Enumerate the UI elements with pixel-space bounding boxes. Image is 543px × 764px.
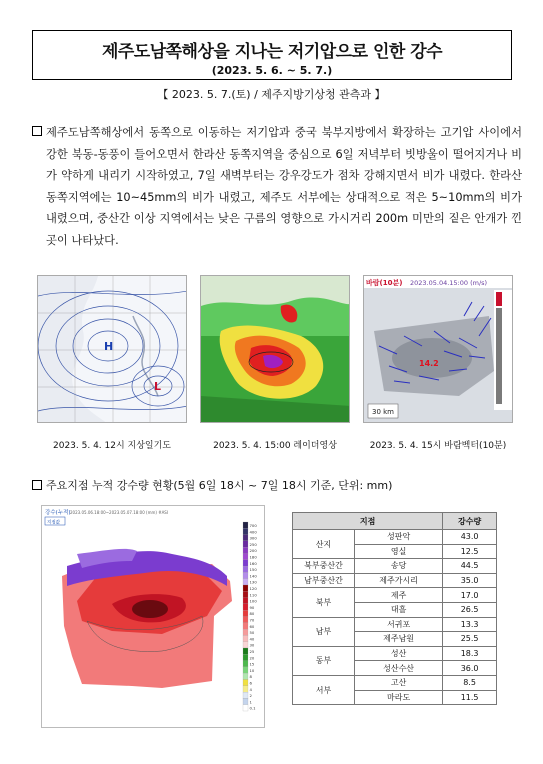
station-cell: 고산 [355, 675, 443, 690]
legend-swatch [243, 698, 248, 704]
svg-text:H: H [104, 340, 114, 353]
rain-accumulation-map [41, 505, 265, 728]
legend-swatch [243, 642, 248, 648]
legend-label: 30 [249, 642, 255, 648]
legend-label: 200 [249, 548, 257, 554]
station-cell: 마라도 [355, 690, 443, 705]
legend-label: 10 [249, 667, 255, 673]
dateline: 【 2023. 5. 7.(토) / 제주지방기상청 관측과 】 [157, 88, 386, 101]
legend-swatch [243, 598, 248, 604]
legend-swatch [243, 661, 248, 667]
region-cell: 북부 [293, 588, 355, 617]
legend-label: 6 [249, 680, 252, 686]
rain-map-legend-button: 지점값 [47, 520, 61, 526]
legend-swatch [243, 528, 248, 534]
radar-caption: 2023. 5. 4. 15:00 레이더영상 [213, 441, 337, 451]
legend-label: 100 [249, 598, 257, 604]
weather-map-image [37, 275, 187, 423]
legend-swatch [243, 610, 248, 616]
legend-swatch [243, 654, 248, 660]
legend-label: 80 [249, 611, 255, 617]
wind-caption: 2023. 5. 4. 15시 바람벡터(10분) [369, 441, 507, 451]
legend-swatch [243, 585, 248, 591]
region-cell: 동부 [293, 646, 355, 675]
table-row [293, 617, 497, 632]
table-row [293, 530, 497, 545]
station-cell: 제주 [355, 588, 443, 603]
title-box [32, 30, 512, 80]
legend-label: 160 [249, 560, 257, 566]
header-station: 지점 [293, 513, 443, 530]
station-cell: 성판악 [355, 530, 443, 545]
legend-label: 150 [249, 567, 257, 573]
legend-label: 50 [249, 630, 255, 636]
legend-swatch [243, 547, 248, 553]
rainfall-cell: 18.3 [443, 646, 497, 661]
station-cell: 서귀포 [355, 617, 443, 632]
legend-swatch [243, 635, 248, 641]
legend-label: 25 [249, 649, 255, 654]
legend-swatch [243, 579, 248, 585]
legend-label: 1 [249, 699, 252, 705]
table-header-row [293, 513, 497, 530]
rainfall-cell: 44.5 [443, 559, 497, 574]
page-title: 제주도남쪽해상을 지나는 저기압으로 인한 강수 [101, 42, 443, 62]
rainfall-cell: 25.5 [443, 632, 497, 647]
legend-label: 20 [249, 655, 255, 661]
rainfall-cell: 17.0 [443, 588, 497, 603]
legend-label: 110 [249, 592, 257, 598]
legend-swatch [243, 692, 248, 698]
table-row [293, 559, 497, 574]
station-cell: 영실 [355, 544, 443, 559]
rainfall-table-body [293, 530, 497, 705]
legend-label: 180 [249, 554, 257, 560]
legend-swatch [243, 623, 248, 629]
legend-swatch [243, 648, 248, 654]
legend-label: 4 [249, 686, 252, 692]
region-cell: 북부중산간 [293, 559, 355, 574]
legend-label: 250 [249, 541, 257, 547]
legend-swatch [243, 554, 248, 560]
legend-label: 0.1 [249, 705, 256, 711]
legend-swatch [243, 560, 248, 566]
region-cell: 서부 [293, 675, 355, 704]
legend-label: 130 [249, 579, 257, 585]
legend-swatch [243, 705, 248, 711]
wind-vector-image [363, 275, 513, 423]
table-row [293, 573, 497, 588]
legend-swatch [243, 686, 248, 692]
square-bullet-icon [32, 480, 42, 490]
station-cell: 성산 [355, 646, 443, 661]
summary-text: 제주도남쪽해상에서 동쪽으로 이동하는 저기압과 중국 북부지방에서 확장하는 고기압 사이에서 강한 북동-동풍이 들어오면서 한라산 동쪽지역을 중심으로 6일 저녁부터 빗방울이 떨어지거나 비가 약하게 내리기 시작하였고, 7일 새벽부터는 강우강도가 점차 강해지면서 비가 내렸다. 한라산 동쪽지역에는 10~45mm의 비가 내렸고, 제주도 서부에는 상대적으로 적은 5~10mm의 비가 내렸으며, 중산간 이상 지역에서는 낮은 구름의 영향으로 가시거리 200m 미만의 짙은 안개가 낀 곳이 나타났다. [46, 126, 522, 247]
header-rainfall: 강수량 [443, 513, 497, 530]
legend-label: 40 [249, 636, 255, 642]
legend-label: 700 [249, 523, 257, 528]
region-cell: 남부 [293, 617, 355, 646]
summary-paragraph [32, 122, 522, 251]
legend-swatch [243, 680, 248, 686]
radar-image [200, 275, 350, 423]
wind-header-time: 2023.05.04.15:00 (m/s) [410, 279, 488, 287]
legend-label: 400 [249, 529, 257, 535]
rainfall-table [292, 512, 497, 705]
legend-swatch [243, 572, 248, 578]
wind-scale-label: 30 km [372, 408, 395, 416]
legend-label: 140 [249, 573, 257, 579]
legend-swatch [243, 541, 248, 547]
section2-title [32, 477, 392, 493]
rainfall-cell: 13.3 [443, 617, 497, 632]
legend-swatch [243, 667, 248, 673]
page-period: (2023. 5. 6. ~ 5. 7.) [211, 64, 333, 77]
rain-map-subtitle: 2023.05.06.18:00~2023.05.07.18:00 (mm) #ASI [70, 510, 169, 515]
station-cell: 제주가시리 [355, 573, 443, 588]
square-bullet-icon [32, 126, 42, 136]
legend-swatch [243, 566, 248, 572]
rainfall-cell: 26.5 [443, 602, 497, 617]
table-row [293, 588, 497, 603]
legend-label: 300 [249, 535, 257, 541]
rainfall-cell: 43.0 [443, 530, 497, 545]
svg-text:L: L [154, 380, 162, 393]
region-cell: 남부중산간 [293, 573, 355, 588]
table-row [293, 675, 497, 690]
region-cell: 산지 [293, 530, 355, 559]
legend-label: 90 [249, 604, 255, 610]
legend-swatch [243, 522, 248, 528]
station-cell: 성산수산 [355, 661, 443, 676]
table-row [293, 646, 497, 661]
weather-map-caption: 2023. 5. 4. 12시 지상일기도 [53, 441, 171, 451]
legend-swatch [243, 604, 248, 610]
legend-swatch [243, 617, 248, 623]
wind-header-label: 바람(10분) [366, 279, 403, 287]
station-cell: 대흘 [355, 602, 443, 617]
legend-swatch [243, 673, 248, 679]
legend-swatch [243, 535, 248, 541]
legend-swatch [243, 591, 248, 597]
legend-label: 15 [249, 661, 255, 667]
section2-title-text: 주요지점 누적 강수량 현황(5월 6일 18시 ~ 7일 18시 기준, 단위: mm) [46, 479, 393, 492]
legend-label: 8 [249, 674, 252, 680]
rain-map-title: 강수(누적) [45, 510, 71, 516]
rainfall-cell: 36.0 [443, 661, 497, 676]
station-cell: 송당 [355, 559, 443, 574]
rainfall-cell: 35.0 [443, 573, 497, 588]
rainfall-cell: 8.5 [443, 675, 497, 690]
station-cell: 제주남원 [355, 632, 443, 647]
rainfall-cell: 11.5 [443, 690, 497, 705]
legend-label: 60 [249, 623, 255, 629]
legend-label: 70 [249, 617, 255, 623]
legend-label: 2 [249, 693, 252, 699]
rainfall-cell: 12.5 [443, 544, 497, 559]
legend-swatch [243, 629, 248, 635]
legend-label: 120 [249, 586, 257, 591]
wind-center-value: 14.2 [419, 359, 439, 368]
